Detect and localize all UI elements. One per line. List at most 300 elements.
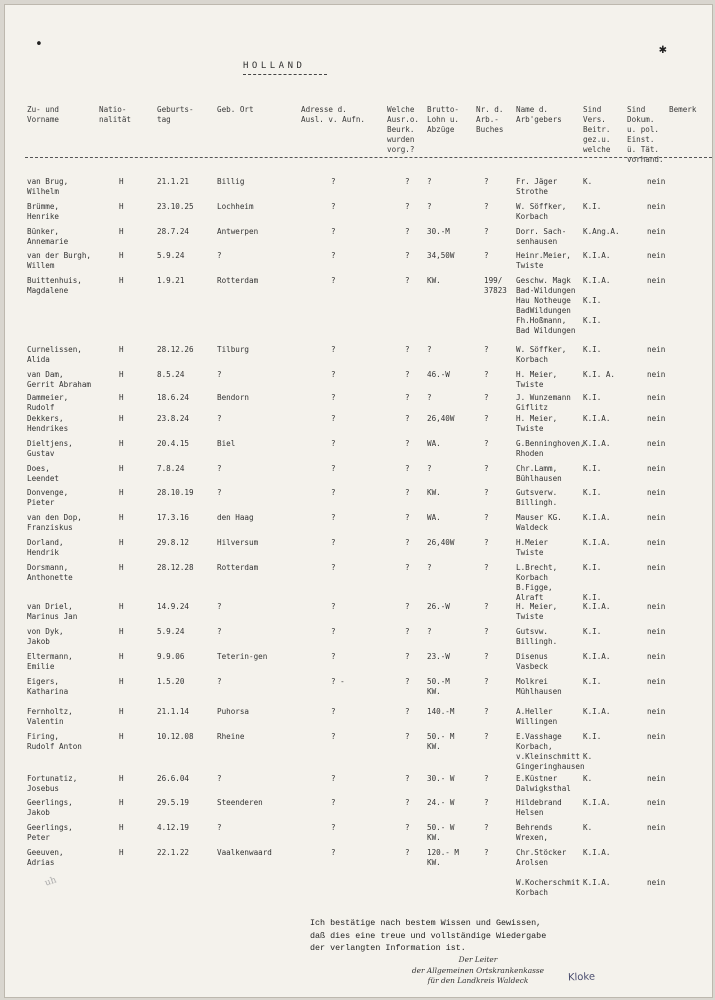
cell-lohn: 26.-W — [427, 602, 450, 611]
cell-place: Rotterdam — [217, 276, 259, 285]
cell-addr: ? — [331, 538, 336, 547]
cell-lohn: ? — [427, 177, 432, 186]
cell-addr: ? — [331, 345, 336, 354]
cell-buch: ? — [484, 627, 489, 636]
cell-name: Eigers, Katharina — [27, 677, 69, 696]
cell-ausr: ? — [405, 513, 410, 522]
cell-addr: ? — [331, 652, 336, 661]
cell-addr: ? — [331, 414, 336, 423]
cell-lohn: 34,50W — [427, 251, 455, 260]
cell-ausr: ? — [405, 848, 410, 857]
cell-date: 28.12.28 — [157, 563, 194, 572]
cell-lohn: 50.-M KW. — [427, 677, 450, 696]
cell-addr: ? — [331, 393, 336, 402]
cell-addr: ? — [331, 848, 336, 857]
cell-vers: K.Ang.A. — [583, 227, 620, 236]
cell-dok: nein — [647, 227, 666, 236]
cell-dok: nein — [647, 251, 666, 260]
cell-date: 29.8.12 — [157, 538, 190, 547]
cell-employer: Gutsverw. Billingh. — [516, 488, 558, 507]
cell-date: 26.6.04 — [157, 774, 190, 783]
cell-addr: ? — [331, 707, 336, 716]
cell-place: den Haag — [217, 513, 254, 522]
cell-lohn: 140.-M — [427, 707, 455, 716]
cell-name: Firing, Rudolf Anton — [27, 732, 82, 751]
cell-date: 9.9.06 — [157, 652, 185, 661]
cell-nat: H — [119, 823, 124, 832]
cell-employer: H. Meier, Twiste — [516, 414, 558, 433]
cell-name: Curnelissen, Alida — [27, 345, 82, 364]
cell-employer: A.Heller Willingen — [516, 707, 558, 726]
cell-vers: K.I. — [583, 345, 602, 354]
cell-ausr: ? — [405, 798, 410, 807]
cell-name: Dekkers, Hendrikes — [27, 414, 69, 433]
cell-place: ? — [217, 488, 222, 497]
cell-lohn: ? — [427, 563, 432, 572]
cell-ausr: ? — [405, 538, 410, 547]
cell-dok: nein — [647, 538, 666, 547]
document-page — [4, 4, 713, 998]
cell-name: Buittenhuis, Magdalene — [27, 276, 82, 295]
cell-addr: ? — [331, 513, 336, 522]
cell-date: 23.8.24 — [157, 414, 190, 423]
cell-dok: nein — [647, 276, 666, 285]
cell-employer: Gutsvw. Billingh. — [516, 627, 558, 646]
cell-employer: H.Meier Twiste — [516, 538, 549, 557]
cell-place: Bendorn — [217, 393, 250, 402]
cell-vers: K.I. K.I. — [583, 563, 602, 602]
cell-buch: ? — [484, 393, 489, 402]
cell-place: Teterin-gen — [217, 652, 268, 661]
column-header: Zu- und Vorname — [27, 105, 60, 124]
cell-nat: H — [119, 439, 124, 448]
cell-dok: nein — [647, 707, 666, 716]
cell-name: Donvenge, Pieter — [27, 488, 69, 507]
cell-ausr: ? — [405, 563, 410, 572]
cell-date: 8.5.24 — [157, 370, 185, 379]
cell-buch: ? — [484, 732, 489, 741]
cell-date: 23.10.25 — [157, 202, 194, 211]
cell-date: 28.7.24 — [157, 227, 190, 236]
cell-place: Puhorsa — [217, 707, 250, 716]
cell-employer: E.Vasshage Korbach, v.Kleinschmitt Gingeringhausen — [516, 732, 585, 771]
cell-lohn: 50.- M KW. — [427, 732, 455, 751]
cell-lohn: ? — [427, 393, 432, 402]
cell-vers: K.I.A. — [583, 652, 611, 661]
cell-addr: ? - — [331, 677, 345, 686]
cell-nat: H — [119, 345, 124, 354]
cell-dok: nein — [647, 439, 666, 448]
cell-dok: nein — [647, 798, 666, 807]
cell-vers: K.I.A. K.I. K.I. — [583, 276, 611, 325]
cell-buch: ? — [484, 202, 489, 211]
cell-ausr: ? — [405, 823, 410, 832]
cell-vers: K.I.A. K.I.A. — [583, 848, 611, 887]
cell-vers: K.I.A. — [583, 513, 611, 522]
cell-name: Dorsmann, Anthonette — [27, 563, 73, 582]
cell-ausr: ? — [405, 488, 410, 497]
cell-buch: ? — [484, 848, 489, 857]
cell-addr: ? — [331, 563, 336, 572]
certification-text — [310, 917, 546, 955]
cell-ausr: ? — [405, 177, 410, 186]
cell-dok: nein — [647, 202, 666, 211]
cell-name: Geerlings, Jakob — [27, 798, 73, 817]
cell-date: 18.6.24 — [157, 393, 190, 402]
cell-addr: ? — [331, 732, 336, 741]
cell-nat: H — [119, 177, 124, 186]
cell-buch: ? — [484, 513, 489, 522]
cell-name: Geeuven, Adrias — [27, 848, 64, 867]
cell-employer: Disenus Vasbeck — [516, 652, 549, 671]
cell-employer: Chr.Stöcker Arolsen W.Kocherschmit Korbach — [516, 848, 581, 897]
cell-vers: K.I. — [583, 677, 602, 686]
cell-name: Bünker, Annemarie — [27, 227, 69, 246]
cell-dok: nein — [647, 602, 666, 611]
cell-ausr: ? — [405, 345, 410, 354]
cell-buch: ? — [484, 464, 489, 473]
cell-place: ? — [217, 677, 222, 686]
cell-buch: ? — [484, 823, 489, 832]
cell-addr: ? — [331, 276, 336, 285]
cell-place: Lochheim — [217, 202, 254, 211]
cell-lohn: KW. — [427, 488, 441, 497]
cell-employer: E.Küstner Dalwigksthal — [516, 774, 571, 793]
signature: Kloke — [567, 971, 596, 984]
cell-lohn: 26,40W — [427, 538, 455, 547]
cell-buch: ? — [484, 538, 489, 547]
cell-lohn: KW. — [427, 276, 441, 285]
cell-date: 5.9.24 — [157, 251, 185, 260]
cell-employer: H. Meier, Twiste — [516, 602, 558, 621]
cell-place: Steenderen — [217, 798, 263, 807]
cell-vers: K. — [583, 177, 593, 186]
margin-scribble: uh — [43, 875, 58, 889]
column-header: Geb. Ort — [217, 105, 254, 114]
certification-line: daß dies eine treue und vollständige Wiedergabe — [310, 930, 547, 941]
stamp-line: für den Landkreis Waldeck — [427, 976, 529, 986]
column-header: Brutto- Lohn u. Abzüge — [427, 105, 460, 134]
cell-place: ? — [217, 464, 222, 473]
cell-lohn: 30.-M — [427, 227, 450, 236]
cell-place: Billig — [217, 177, 245, 186]
cell-ausr: ? — [405, 627, 410, 636]
cell-date: 5.9.24 — [157, 627, 185, 636]
cell-buch: ? — [484, 488, 489, 497]
cell-vers: K.I. — [583, 202, 602, 211]
cell-place: ? — [217, 823, 222, 832]
cell-addr: ? — [331, 602, 336, 611]
cell-employer: Dorr. Sach- senhausen — [516, 227, 567, 246]
cell-nat: H — [119, 276, 124, 285]
cell-nat: H — [119, 370, 124, 379]
cell-vers: K.I.A. — [583, 439, 611, 448]
cell-ausr: ? — [405, 227, 410, 236]
cell-addr: ? — [331, 823, 336, 832]
cell-name: Geerlings, Peter — [27, 823, 73, 842]
cell-vers: K.I.A. — [583, 798, 611, 807]
cell-ausr: ? — [405, 652, 410, 661]
column-header: Welche Ausr.o. Beurk. wurden vorg.? — [387, 105, 420, 154]
cell-nat: H — [119, 202, 124, 211]
cell-ausr: ? — [405, 414, 410, 423]
cell-addr: ? — [331, 251, 336, 260]
cell-name: Dieltjens, Gustav — [27, 439, 73, 458]
cell-employer: Hildebrand Helsen — [516, 798, 562, 817]
cell-name: Dorland, Hendrik — [27, 538, 64, 557]
cell-lohn: 26,40W — [427, 414, 455, 423]
cell-place: ? — [217, 774, 222, 783]
cell-date: 20.4.15 — [157, 439, 190, 448]
cell-dok: nein — [647, 488, 666, 497]
cell-employer: Mauser KG. Waldeck — [516, 513, 562, 532]
cell-ausr: ? — [405, 251, 410, 260]
cell-lohn: WA. — [427, 439, 441, 448]
column-header: Natio- nalität — [99, 105, 132, 124]
cell-nat: H — [119, 652, 124, 661]
cell-place: ? — [217, 602, 222, 611]
cell-nat: H — [119, 563, 124, 572]
cell-nat: H — [119, 798, 124, 807]
cell-dok: nein — [647, 177, 666, 186]
cell-name: van Driel, Marinus Jan — [27, 602, 78, 621]
cell-ausr: ? — [405, 276, 410, 285]
cell-nat: H — [119, 732, 124, 741]
cell-employer: Behrends Wrexen, — [516, 823, 553, 842]
cell-buch: ? — [484, 652, 489, 661]
cell-vers: K.I. — [583, 627, 602, 636]
column-header: Geburts- tag — [157, 105, 194, 124]
cell-vers: K.I.A. — [583, 707, 611, 716]
cell-dok: nein — [647, 345, 666, 354]
cell-vers: K.I.A. — [583, 414, 611, 423]
cell-dok: nein — [647, 627, 666, 636]
cell-dok: nein — [647, 774, 666, 783]
cell-place: ? — [217, 627, 222, 636]
cell-lohn: ? — [427, 345, 432, 354]
cell-date: 1.5.20 — [157, 677, 185, 686]
cell-name: Eltermann, Emilie — [27, 652, 73, 671]
cell-vers: K.I.A. — [583, 602, 611, 611]
cell-dok: nein — [647, 732, 666, 741]
cell-ausr: ? — [405, 732, 410, 741]
column-header: Sind Dokum. u. pol. Einst. ü. Tät. vorhand. — [627, 105, 664, 164]
cell-date: 1.9.21 — [157, 276, 185, 285]
cell-addr: ? — [331, 227, 336, 236]
cell-buch: ? — [484, 707, 489, 716]
cell-ausr: ? — [405, 602, 410, 611]
cell-dok: nein — [647, 823, 666, 832]
cell-addr: ? — [331, 627, 336, 636]
column-header: Nr. d. Arb.- Buches — [476, 105, 504, 134]
cell-vers: K. — [583, 774, 593, 783]
cell-addr: ? — [331, 798, 336, 807]
cell-place: Rotterdam — [217, 563, 259, 572]
cell-buch: ? — [484, 563, 489, 572]
cell-name: Fernholtz, Valentin — [27, 707, 73, 726]
cell-nat: H — [119, 774, 124, 783]
cell-addr: ? — [331, 774, 336, 783]
cell-nat: H — [119, 677, 124, 686]
column-header: Sind Vers. Beitr. gez.u. welche — [583, 105, 611, 154]
cell-vers: K.I.A. — [583, 251, 611, 260]
cell-employer: W. Söffker, Korbach — [516, 202, 567, 221]
cell-vers: K.I. K. — [583, 732, 602, 761]
cell-employer: Geschw. Magk Bad-Wildungen Hau Notheuge BadWildungen Fh.Hoßmann, Bad Wildungen — [516, 276, 576, 335]
cell-buch: ? — [484, 177, 489, 186]
cell-nat: H — [119, 414, 124, 423]
cell-buch: ? — [484, 345, 489, 354]
document-title: HOLLAND — [243, 61, 306, 71]
cell-nat: H — [119, 488, 124, 497]
cell-nat: H — [119, 538, 124, 547]
cell-lohn: WA. — [427, 513, 441, 522]
cell-place: Tilburg — [217, 345, 250, 354]
cell-name: Brümme, Henrike — [27, 202, 60, 221]
cell-employer: G.Benninghoven, Rhoden — [516, 439, 585, 458]
cell-place: Vaalkenwaard — [217, 848, 272, 857]
cell-date: 7.8.24 — [157, 464, 185, 473]
cell-addr: ? — [331, 464, 336, 473]
cell-addr: ? — [331, 439, 336, 448]
cell-place: ? — [217, 370, 222, 379]
office-stamp — [403, 955, 553, 987]
cell-place: Rheine — [217, 732, 245, 741]
cell-employer: L.Brecht, Korbach B.Figge, Alraft — [516, 563, 558, 602]
cell-dok: nein — [647, 464, 666, 473]
cell-date: 29.5.19 — [157, 798, 190, 807]
cell-vers: K.I. A. — [583, 370, 616, 379]
cell-date: 21.1.21 — [157, 177, 190, 186]
cell-name: van Brug, Wilhelm — [27, 177, 69, 196]
cell-addr: ? — [331, 177, 336, 186]
stamp-line: der Allgemeinen Ortskrankenkasse — [411, 965, 545, 975]
cell-nat: H — [119, 251, 124, 260]
cell-place: Antwerpen — [217, 227, 259, 236]
cell-vers: K.I. — [583, 488, 602, 497]
cell-lohn: 120.- M KW. — [427, 848, 460, 867]
cell-dok: nein — [647, 513, 666, 522]
cell-dok: nein — [647, 652, 666, 661]
column-header: Bemerk — [669, 105, 697, 114]
cell-ausr: ? — [405, 677, 410, 686]
cell-buch: ? — [484, 227, 489, 236]
cell-lohn: ? — [427, 464, 432, 473]
stamp-line: Der Leiter — [458, 955, 498, 964]
cell-buch: 199/ 37823 — [484, 276, 507, 295]
cell-employer: W. Söffker, Korbach — [516, 345, 567, 364]
cell-addr: ? — [331, 488, 336, 497]
cell-dok: nein — [647, 563, 666, 572]
certification-line: Ich bestätige nach bestem Wissen und Gewissen, — [310, 918, 542, 928]
cell-nat: H — [119, 393, 124, 402]
cell-employer: Heinr.Meier, Twiste — [516, 251, 571, 270]
cell-buch: ? — [484, 677, 489, 686]
title-underline — [243, 74, 327, 75]
cell-buch: ? — [484, 774, 489, 783]
punch-mark-left: • — [35, 37, 43, 52]
column-header: Adresse d. Ausl. v. Aufn. — [301, 105, 366, 124]
cell-place: Hilversum — [217, 538, 259, 547]
cell-vers: K. — [583, 823, 593, 832]
cell-date: 14.9.24 — [157, 602, 190, 611]
cell-date: 4.12.19 — [157, 823, 190, 832]
cell-place: ? — [217, 414, 222, 423]
cell-date: 10.12.08 — [157, 732, 194, 741]
cell-ausr: ? — [405, 370, 410, 379]
cell-name: Fortunatiz, Josebus — [27, 774, 78, 793]
cell-ausr: ? — [405, 464, 410, 473]
cell-addr: ? — [331, 202, 336, 211]
cell-name: van der Burgh, Willem — [27, 251, 92, 270]
cell-lohn: 23.-W — [427, 652, 450, 661]
cell-employer: Molkrei Mühlhausen — [516, 677, 562, 696]
cell-dok: nein — [647, 370, 666, 379]
cell-employer: H. Meier, Twiste — [516, 370, 558, 389]
cell-vers: K.I. — [583, 393, 602, 402]
cell-date: 17.3.16 — [157, 513, 190, 522]
cell-date: 28.10.19 — [157, 488, 194, 497]
cell-buch: ? — [484, 251, 489, 260]
cell-vers: K.I. — [583, 464, 602, 473]
cell-vers: K.I.A. — [583, 538, 611, 547]
cell-place: ? — [217, 251, 222, 260]
cell-lohn: 24.- W — [427, 798, 455, 807]
cell-ausr: ? — [405, 707, 410, 716]
cell-nat: H — [119, 227, 124, 236]
cell-name: Does, Leendet — [27, 464, 60, 483]
cell-dok: nein — [647, 393, 666, 402]
certification-line: der verlangten Information ist. — [310, 943, 466, 954]
cell-nat: H — [119, 627, 124, 636]
cell-buch: ? — [484, 602, 489, 611]
cell-lohn: 46.-W — [427, 370, 450, 379]
cell-name: van den Dop, Franziskus — [27, 513, 82, 532]
cell-nat: H — [119, 602, 124, 611]
cell-employer: Fr. Jäger Strothe — [516, 177, 558, 196]
cell-employer: Chr.Lamm, Bühlhausen — [516, 464, 562, 483]
cell-date: 28.12.26 — [157, 345, 194, 354]
cell-lohn: 30.- W — [427, 774, 455, 783]
cell-buch: ? — [484, 798, 489, 807]
punch-mark-right: ✱ — [659, 42, 667, 57]
cell-name: van Dam, Gerrit Abraham — [27, 370, 92, 389]
cell-name: von Dyk, Jakob — [27, 627, 64, 646]
cell-buch: ? — [484, 439, 489, 448]
cell-dok: nein — [647, 677, 666, 686]
cell-nat: H — [119, 464, 124, 473]
cell-lohn: ? — [427, 627, 432, 636]
cell-place: Biel — [217, 439, 236, 448]
cell-date: 22.1.22 — [157, 848, 190, 857]
cell-buch: ? — [484, 414, 489, 423]
cell-ausr: ? — [405, 439, 410, 448]
cell-ausr: ? — [405, 202, 410, 211]
cell-nat: H — [119, 707, 124, 716]
cell-nat: H — [119, 513, 124, 522]
cell-employer: J. Wunzemann Giflitz — [516, 393, 571, 412]
cell-name: Dammeier, Rudolf — [27, 393, 69, 412]
cell-lohn: ? — [427, 202, 432, 211]
cell-date: 21.1.14 — [157, 707, 190, 716]
column-header: Name d. Arb'gebers — [516, 105, 562, 124]
cell-ausr: ? — [405, 774, 410, 783]
cell-dok: nein — [647, 878, 666, 887]
cell-addr: ? — [331, 370, 336, 379]
cell-nat: H — [119, 848, 124, 857]
cell-dok: nein — [647, 414, 666, 423]
header-rule — [25, 157, 712, 158]
